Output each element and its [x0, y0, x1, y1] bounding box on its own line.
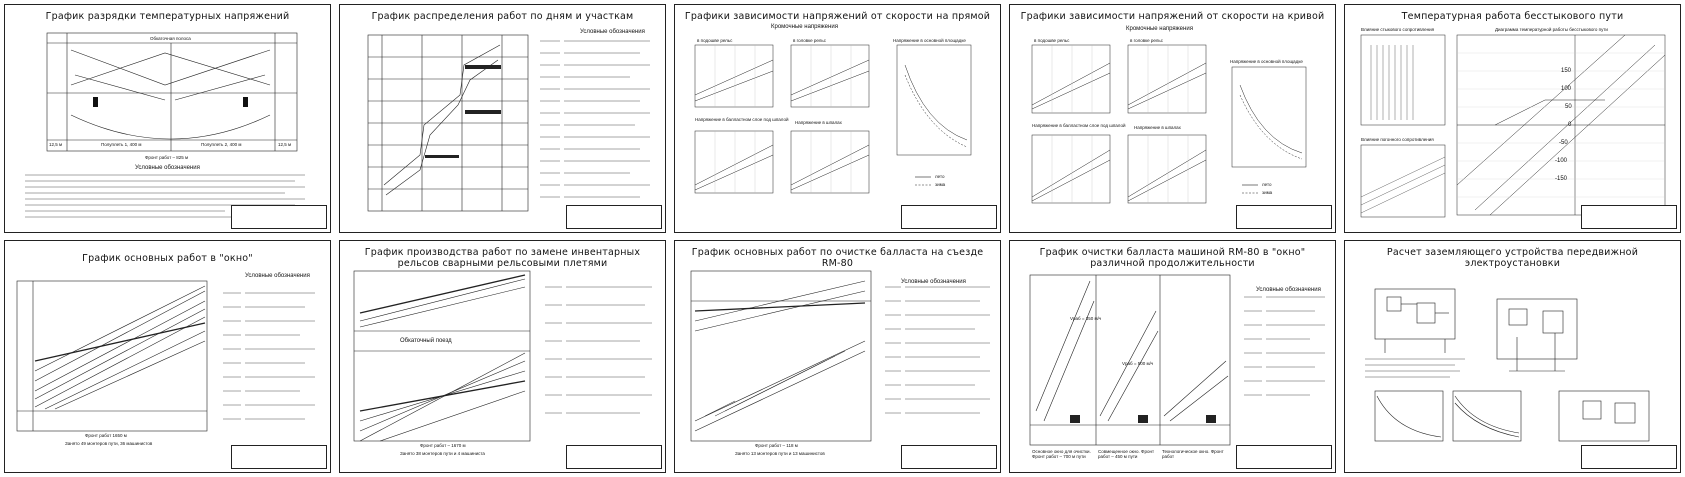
legend-summer: лето [935, 174, 945, 179]
sheet-drawing [340, 5, 666, 233]
title-block [231, 205, 327, 229]
tick-m100: -100 [1555, 158, 1568, 164]
tick-m50: -50 [1559, 140, 1568, 146]
title-block [1236, 445, 1332, 469]
sheet-continuous-track-thermal[interactable] [1344, 4, 1681, 233]
sheet-stress-speed-straight[interactable] [674, 4, 1001, 233]
footer-label: Занято 38 монтеров пути и 4 машиниста [400, 451, 485, 456]
sleeper-label: Напряжение в шпалах [795, 120, 842, 125]
left-rail-label: в подошве рельс [1034, 38, 1070, 43]
front-label: Фронт работ 1650 м [85, 433, 127, 438]
sheet-drawing [340, 241, 666, 473]
footer-label: Занято 13 монтеров пути и 13 машинистов [735, 451, 825, 456]
left-top-label: Влияние стыкового сопротивления [1361, 27, 1435, 32]
tick-m150: -150 [1555, 176, 1568, 182]
zone-label: Обкаточный поезд [400, 338, 452, 344]
right-rail-label: в головке рельс [1130, 38, 1164, 43]
title-block [566, 445, 662, 469]
sheet-title: График основных работ в "окно" [82, 253, 253, 264]
title-block [901, 445, 997, 469]
legend-summer: лето [1262, 182, 1272, 187]
sheet-title: График распределения работ по дням и участкам [371, 11, 634, 22]
right-rail-label: в головке рельс [793, 38, 827, 43]
right-top-label: Диаграмма температурной работы бесстыкового пути [1495, 27, 1608, 32]
tick-100: 100 [1561, 86, 1572, 92]
window-label-3: Технологическое окно. Фронт работ [1162, 449, 1224, 459]
sheet-drawing [1010, 241, 1336, 473]
speed-label-1: Vраб = 350 м/ч [1070, 316, 1102, 321]
sheet-grounding-calculation[interactable] [1344, 240, 1681, 473]
title-block [566, 205, 662, 229]
legend-title: Условные обозначения [245, 273, 310, 279]
ballast-label: Напряжение в балластном слое под шпалой [1032, 123, 1126, 128]
sheet-drawing [1345, 5, 1681, 233]
title-block [1581, 445, 1677, 469]
sheet-title: Температурная работа бесстыкового пути [1401, 11, 1624, 22]
sheet-temperature-stress-schedule[interactable] [4, 4, 331, 233]
sub-title: Кромочные напряжения [1126, 26, 1193, 32]
sheet-title: График очистки балласта машиной RM-80 в "окно" различной продолжительности [1039, 247, 1306, 269]
sheet-title: График основных работ по очистке балласта на съезде RM-80 [691, 247, 984, 269]
title-block [1236, 205, 1332, 229]
sub-title: Кромочные напряжения [771, 24, 838, 30]
main-area-label: Напряжение в основной площадке [1230, 59, 1303, 64]
bottom-mid-label-1: Полуплеть 1, 400 м [101, 142, 142, 147]
legend-title: Условные обозначения [901, 279, 966, 285]
bottom-left-label: 12,5 м [49, 142, 63, 147]
sheet-drawing [1345, 241, 1681, 473]
window-label-1: Основное окно для очистки. Фронт работ – 700 м пути [1032, 449, 1091, 459]
legend-title: Условные обозначения [580, 29, 645, 35]
legend-winter: зима [935, 182, 946, 187]
speed-label-2: Vраб = 500 м/ч [1122, 361, 1154, 366]
legend-title: Условные обозначения [135, 165, 200, 171]
sleeper-label: Напряжение в шпалах [1134, 125, 1181, 130]
sheet-work-distribution-schedule[interactable] [339, 4, 666, 233]
bottom-right-label: 12,5 м [278, 142, 292, 147]
title-block [901, 205, 997, 229]
left-rail-label: в подошве рельс [697, 38, 733, 43]
sheet-title: График разрядки температурных напряжений [45, 11, 290, 22]
sheet-ballast-cleaning-crossover[interactable] [674, 240, 1001, 473]
legend-winter: зима [1262, 190, 1273, 195]
main-area-label: Напряжение в основной площадке [893, 38, 966, 43]
sheet-title: Расчет заземляющего устройства передвижной электроустановки [1386, 247, 1639, 269]
sheet-title: График производства работ по замене инвентарных рельсов сварными рельсовыми плетями [364, 247, 641, 269]
sheet-title: Графики зависимости напряжений от скорости на кривой [1020, 11, 1325, 22]
front-label: Фронт работ – 1670 м [420, 443, 466, 448]
left-bottom-label: Влияние погонного сопротивления [1361, 137, 1434, 142]
legend-title: Условные обозначения [1256, 287, 1321, 293]
sheet-window-main-works[interactable] [4, 240, 331, 473]
sheet-drawing [675, 241, 1001, 473]
front-label: Фронт работ – 825 м [145, 155, 189, 160]
front-label: Фронт работ – 118 м [755, 443, 798, 448]
sheet-stress-speed-curve[interactable] [1009, 4, 1336, 233]
tick-150: 150 [1561, 68, 1572, 74]
footer-label: Занято 49 монтеров пути, 36 машинистов [65, 441, 153, 446]
tick-0: 0 [1568, 122, 1572, 128]
bottom-mid-label-2: Полуплеть 2, 400 м [201, 142, 242, 147]
sheet-rail-replacement[interactable] [339, 240, 666, 473]
sheet-title: Графики зависимости напряжений от скорости на прямой [684, 11, 991, 22]
sheet-rm80-window-cleaning[interactable] [1009, 240, 1336, 473]
tick-50: 50 [1565, 104, 1572, 110]
zone-label: Обкаточная полоса [150, 36, 191, 41]
window-label-2: Совмещенное окно. Фронт работ – 450 м пути [1098, 449, 1155, 459]
title-block [231, 445, 327, 469]
ballast-label: Напряжение в балластном слое под шпалой [695, 117, 789, 122]
title-block [1581, 205, 1677, 229]
